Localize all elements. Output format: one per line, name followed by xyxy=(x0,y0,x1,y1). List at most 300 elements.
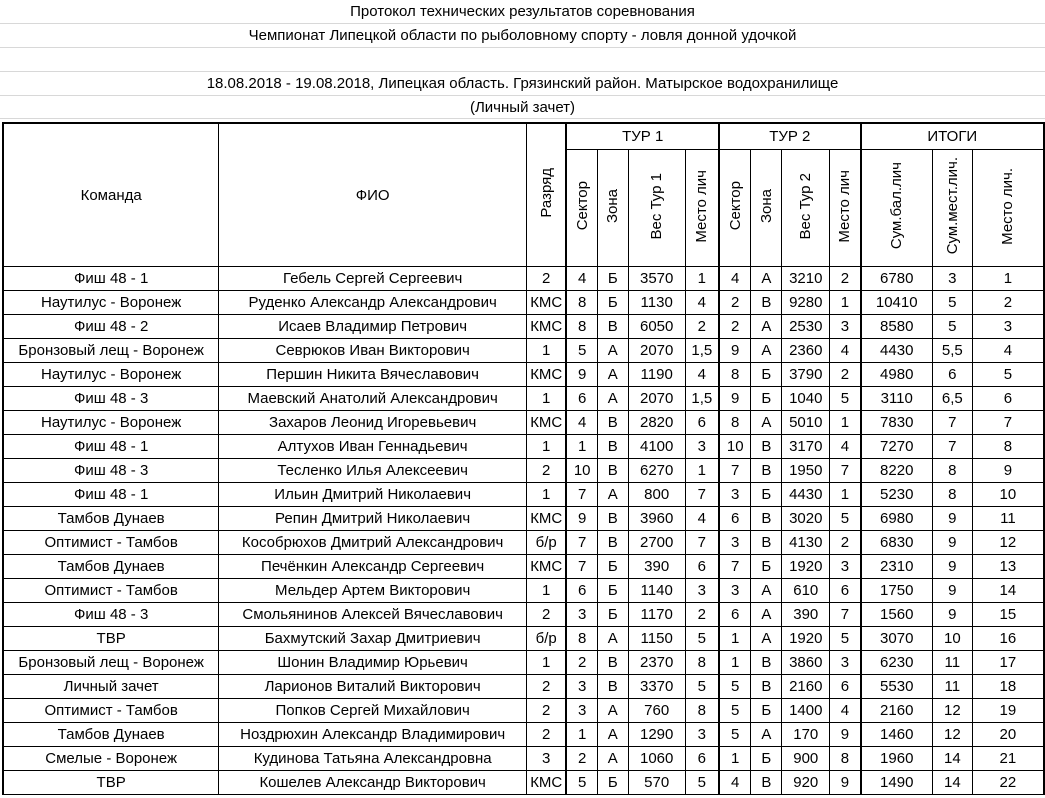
name-cell: Исаев Владимир Петрович xyxy=(219,315,527,339)
t2-zone-cell: А xyxy=(751,723,782,747)
t2-zone-cell: В xyxy=(751,291,782,315)
sum-places-cell: 14 xyxy=(932,771,972,795)
rank-cell: КМС xyxy=(527,507,567,531)
rank-cell: 2 xyxy=(527,699,567,723)
t1-zone-cell: А xyxy=(597,627,628,651)
team-cell: Наутилус - Воронеж xyxy=(3,291,219,315)
sum-places-cell: 10 xyxy=(932,627,972,651)
name-cell: Кособрюхов Дмитрий Александрович xyxy=(219,531,527,555)
header-name: ФИО xyxy=(219,123,527,267)
rank-cell: 3 xyxy=(527,747,567,771)
name-cell: Смольянинов Алексей Вячеславович xyxy=(219,603,527,627)
t1-weight-cell: 4100 xyxy=(628,435,685,459)
t1-weight-cell: 2070 xyxy=(628,339,685,363)
t1-place-cell: 7 xyxy=(685,531,719,555)
t2-weight-cell: 3860 xyxy=(782,651,830,675)
t1-place-cell: 3 xyxy=(685,579,719,603)
t1-weight-cell: 1290 xyxy=(628,723,685,747)
t2-place-cell: 2 xyxy=(830,531,861,555)
sum-places-cell: 6,5 xyxy=(932,387,972,411)
t2-sector-cell: 4 xyxy=(719,267,751,291)
t1-sector-cell: 8 xyxy=(566,627,597,651)
t1-place-cell: 3 xyxy=(685,435,719,459)
t2-sector-cell: 1 xyxy=(719,747,751,771)
name-cell: Руденко Александр Александрович xyxy=(219,291,527,315)
t2-weight-cell: 3170 xyxy=(782,435,830,459)
t1-zone-cell: Б xyxy=(597,603,628,627)
rank-cell: КМС xyxy=(527,555,567,579)
final-place-cell: 19 xyxy=(972,699,1044,723)
sum-points-cell: 2310 xyxy=(861,555,933,579)
sum-places-cell: 11 xyxy=(932,651,972,675)
sum-points-cell: 3070 xyxy=(861,627,933,651)
t2-zone-cell: Б xyxy=(751,555,782,579)
t1-place-cell: 4 xyxy=(685,507,719,531)
t2-sector-cell: 8 xyxy=(719,411,751,435)
t2-zone-cell: А xyxy=(751,627,782,651)
rank-cell: б/р xyxy=(527,531,567,555)
t2-place-cell: 8 xyxy=(830,747,861,771)
rank-cell: 1 xyxy=(527,483,567,507)
t2-zone-cell: В xyxy=(751,435,782,459)
header-t1-zone: Зона xyxy=(597,150,628,267)
sum-places-cell: 5 xyxy=(932,315,972,339)
t2-place-cell: 5 xyxy=(830,627,861,651)
t2-weight-cell: 1920 xyxy=(782,555,830,579)
t1-weight-cell: 6050 xyxy=(628,315,685,339)
t1-zone-cell: А xyxy=(597,747,628,771)
t2-sector-cell: 2 xyxy=(719,291,751,315)
t2-zone-cell: В xyxy=(751,531,782,555)
t1-place-cell: 1,5 xyxy=(685,387,719,411)
t1-weight-cell: 1170 xyxy=(628,603,685,627)
t1-place-cell: 1 xyxy=(685,267,719,291)
sum-places-cell: 5 xyxy=(932,291,972,315)
table-row xyxy=(3,291,1044,315)
t1-place-cell: 5 xyxy=(685,675,719,699)
header-sum-points: Сум.бал.лич xyxy=(861,150,933,267)
t2-zone-cell: В xyxy=(751,459,782,483)
event-date-location: 18.08.2018 - 19.08.2018, Липецкая область. Грязинский район. Матырское водохранилище xyxy=(0,72,1045,96)
rank-cell: 1 xyxy=(527,387,567,411)
t2-place-cell: 7 xyxy=(830,603,861,627)
table-row xyxy=(3,675,1044,699)
t1-zone-cell: Б xyxy=(597,267,628,291)
sum-points-cell: 4980 xyxy=(861,363,933,387)
table-row xyxy=(3,555,1044,579)
header-final-place: Место лич. xyxy=(972,150,1044,267)
t2-place-cell: 2 xyxy=(830,267,861,291)
team-cell: Фиш 48 - 1 xyxy=(3,483,219,507)
t1-zone-cell: В xyxy=(597,411,628,435)
header-tour2: ТУР 2 xyxy=(719,123,861,150)
t2-sector-cell: 8 xyxy=(719,363,751,387)
t2-sector-cell: 5 xyxy=(719,675,751,699)
t1-weight-cell: 2370 xyxy=(628,651,685,675)
team-cell: Тамбов Дунаев xyxy=(3,507,219,531)
t1-zone-cell: В xyxy=(597,435,628,459)
t1-sector-cell: 10 xyxy=(566,459,597,483)
t2-zone-cell: А xyxy=(751,411,782,435)
rank-cell: 1 xyxy=(527,435,567,459)
blank-row xyxy=(0,48,1045,72)
t2-place-cell: 1 xyxy=(830,411,861,435)
t1-place-cell: 8 xyxy=(685,651,719,675)
t1-zone-cell: А xyxy=(597,483,628,507)
t1-sector-cell: 7 xyxy=(566,483,597,507)
sum-points-cell: 7270 xyxy=(861,435,933,459)
sum-points-cell: 3110 xyxy=(861,387,933,411)
t1-zone-cell: Б xyxy=(597,291,628,315)
team-cell: ТВР xyxy=(3,627,219,651)
final-place-cell: 13 xyxy=(972,555,1044,579)
t2-zone-cell: А xyxy=(751,267,782,291)
t1-zone-cell: В xyxy=(597,531,628,555)
t1-weight-cell: 570 xyxy=(628,771,685,795)
t2-place-cell: 1 xyxy=(830,291,861,315)
t1-zone-cell: А xyxy=(597,723,628,747)
t2-sector-cell: 3 xyxy=(719,483,751,507)
sum-points-cell: 1960 xyxy=(861,747,933,771)
t2-weight-cell: 2160 xyxy=(782,675,830,699)
t1-weight-cell: 2070 xyxy=(628,387,685,411)
t1-place-cell: 6 xyxy=(685,555,719,579)
table-row xyxy=(3,603,1044,627)
team-cell: Фиш 48 - 1 xyxy=(3,435,219,459)
rank-cell: КМС xyxy=(527,771,567,795)
t1-sector-cell: 1 xyxy=(566,723,597,747)
sum-points-cell: 8580 xyxy=(861,315,933,339)
final-place-cell: 21 xyxy=(972,747,1044,771)
t1-place-cell: 2 xyxy=(685,603,719,627)
team-cell: Оптимист - Тамбов xyxy=(3,699,219,723)
t2-place-cell: 3 xyxy=(830,555,861,579)
team-cell: Фиш 48 - 2 xyxy=(3,315,219,339)
final-place-cell: 20 xyxy=(972,723,1044,747)
final-place-cell: 11 xyxy=(972,507,1044,531)
team-cell: Фиш 48 - 3 xyxy=(3,459,219,483)
t2-place-cell: 1 xyxy=(830,483,861,507)
name-cell: Бахмутский Захар Дмитриевич xyxy=(219,627,527,651)
final-place-cell: 1 xyxy=(972,267,1044,291)
final-place-cell: 16 xyxy=(972,627,1044,651)
t2-zone-cell: А xyxy=(751,315,782,339)
t1-sector-cell: 7 xyxy=(566,555,597,579)
t1-sector-cell: 8 xyxy=(566,315,597,339)
t1-place-cell: 4 xyxy=(685,291,719,315)
t1-place-cell: 5 xyxy=(685,627,719,651)
name-cell: Репин Дмитрий Николаевич xyxy=(219,507,527,531)
t1-weight-cell: 760 xyxy=(628,699,685,723)
t2-zone-cell: В xyxy=(751,651,782,675)
t1-weight-cell: 1060 xyxy=(628,747,685,771)
header-t2-weight: Вес Тур 2 xyxy=(782,150,830,267)
sum-places-cell: 5,5 xyxy=(932,339,972,363)
team-cell: Оптимист - Тамбов xyxy=(3,531,219,555)
t1-zone-cell: В xyxy=(597,315,628,339)
t1-zone-cell: Б xyxy=(597,555,628,579)
t2-zone-cell: В xyxy=(751,771,782,795)
t1-weight-cell: 3570 xyxy=(628,267,685,291)
name-cell: Захаров Леонид Игоревьевич xyxy=(219,411,527,435)
final-place-cell: 8 xyxy=(972,435,1044,459)
t1-sector-cell: 4 xyxy=(566,267,597,291)
t1-weight-cell: 390 xyxy=(628,555,685,579)
t1-sector-cell: 5 xyxy=(566,339,597,363)
t1-zone-cell: В xyxy=(597,651,628,675)
team-cell: Фиш 48 - 3 xyxy=(3,387,219,411)
sum-places-cell: 7 xyxy=(932,411,972,435)
t2-weight-cell: 1920 xyxy=(782,627,830,651)
table-row xyxy=(3,315,1044,339)
t1-zone-cell: Б xyxy=(597,771,628,795)
t2-weight-cell: 3790 xyxy=(782,363,830,387)
t2-place-cell: 4 xyxy=(830,339,861,363)
header-t1-sector: Сектор xyxy=(566,150,597,267)
sum-places-cell: 9 xyxy=(932,579,972,603)
t1-place-cell: 6 xyxy=(685,747,719,771)
final-place-cell: 7 xyxy=(972,411,1044,435)
table-row xyxy=(3,267,1044,291)
rank-cell: 2 xyxy=(527,267,567,291)
rank-cell: 1 xyxy=(527,339,567,363)
t1-zone-cell: В xyxy=(597,507,628,531)
sum-points-cell: 6780 xyxy=(861,267,933,291)
final-place-cell: 5 xyxy=(972,363,1044,387)
t1-sector-cell: 9 xyxy=(566,507,597,531)
sum-points-cell: 5530 xyxy=(861,675,933,699)
name-cell: Алтухов Иван Геннадьевич xyxy=(219,435,527,459)
team-cell: Тамбов Дунаев xyxy=(3,555,219,579)
results-table xyxy=(2,122,1045,795)
t2-weight-cell: 5010 xyxy=(782,411,830,435)
table-row xyxy=(3,411,1044,435)
t1-sector-cell: 7 xyxy=(566,531,597,555)
header-team: Команда xyxy=(3,123,219,267)
t1-sector-cell: 3 xyxy=(566,603,597,627)
t1-weight-cell: 1130 xyxy=(628,291,685,315)
header-rank: Разряд xyxy=(527,123,567,267)
t1-weight-cell: 1150 xyxy=(628,627,685,651)
name-cell: Ильин Дмитрий Николаевич xyxy=(219,483,527,507)
t2-sector-cell: 4 xyxy=(719,771,751,795)
rank-cell: б/р xyxy=(527,627,567,651)
sum-places-cell: 14 xyxy=(932,747,972,771)
t2-zone-cell: В xyxy=(751,507,782,531)
name-cell: Першин Никита Вячеславович xyxy=(219,363,527,387)
name-cell: Мельдер Артем Викторович xyxy=(219,579,527,603)
rank-cell: КМС xyxy=(527,315,567,339)
results-body xyxy=(3,267,1044,795)
t1-weight-cell: 3370 xyxy=(628,675,685,699)
rank-cell: 1 xyxy=(527,579,567,603)
t1-weight-cell: 2700 xyxy=(628,531,685,555)
name-cell: Севрюков Иван Викторович xyxy=(219,339,527,363)
sum-points-cell: 7830 xyxy=(861,411,933,435)
rank-cell: КМС xyxy=(527,291,567,315)
t2-zone-cell: Б xyxy=(751,747,782,771)
t2-place-cell: 6 xyxy=(830,579,861,603)
name-cell: Тесленко Илья Алексеевич xyxy=(219,459,527,483)
t1-sector-cell: 8 xyxy=(566,291,597,315)
t1-zone-cell: А xyxy=(597,339,628,363)
name-cell: Гебель Сергей Сергеевич xyxy=(219,267,527,291)
t1-sector-cell: 3 xyxy=(566,675,597,699)
final-place-cell: 6 xyxy=(972,387,1044,411)
final-place-cell: 2 xyxy=(972,291,1044,315)
t2-weight-cell: 920 xyxy=(782,771,830,795)
team-cell: Личный зачет xyxy=(3,675,219,699)
t2-weight-cell: 9280 xyxy=(782,291,830,315)
rank-cell: 2 xyxy=(527,723,567,747)
team-cell: Фиш 48 - 1 xyxy=(3,267,219,291)
sum-places-cell: 3 xyxy=(932,267,972,291)
t2-zone-cell: А xyxy=(751,339,782,363)
t2-sector-cell: 1 xyxy=(719,627,751,651)
t2-sector-cell: 10 xyxy=(719,435,751,459)
t2-weight-cell: 1400 xyxy=(782,699,830,723)
header-totals: ИТОГИ xyxy=(861,123,1044,150)
team-cell: Тамбов Дунаев xyxy=(3,723,219,747)
t1-place-cell: 4 xyxy=(685,363,719,387)
final-place-cell: 9 xyxy=(972,459,1044,483)
t2-weight-cell: 2360 xyxy=(782,339,830,363)
standings-type: (Личный зачет) xyxy=(0,96,1045,119)
final-place-cell: 14 xyxy=(972,579,1044,603)
rank-cell: КМС xyxy=(527,363,567,387)
header-tour1: ТУР 1 xyxy=(566,123,719,150)
t1-place-cell: 1,5 xyxy=(685,339,719,363)
table-row xyxy=(3,579,1044,603)
t2-weight-cell: 4130 xyxy=(782,531,830,555)
sum-places-cell: 8 xyxy=(932,459,972,483)
table-row xyxy=(3,387,1044,411)
t1-zone-cell: Б xyxy=(597,579,628,603)
team-cell: Наутилус - Воронеж xyxy=(3,363,219,387)
t2-sector-cell: 6 xyxy=(719,507,751,531)
t2-zone-cell: В xyxy=(751,675,782,699)
name-cell: Маевский Анатолий Александрович xyxy=(219,387,527,411)
sum-places-cell: 7 xyxy=(932,435,972,459)
t1-zone-cell: А xyxy=(597,363,628,387)
t1-sector-cell: 6 xyxy=(566,579,597,603)
sum-places-cell: 8 xyxy=(932,483,972,507)
t1-sector-cell: 4 xyxy=(566,411,597,435)
final-place-cell: 12 xyxy=(972,531,1044,555)
protocol-title: Протокол технических результатов соревнования xyxy=(0,0,1045,24)
header-t2-place: Место лич xyxy=(830,150,861,267)
t2-weight-cell: 3210 xyxy=(782,267,830,291)
t2-sector-cell: 7 xyxy=(719,555,751,579)
t2-weight-cell: 4430 xyxy=(782,483,830,507)
t2-place-cell: 2 xyxy=(830,363,861,387)
sum-places-cell: 11 xyxy=(932,675,972,699)
t2-place-cell: 7 xyxy=(830,459,861,483)
t2-sector-cell: 5 xyxy=(719,699,751,723)
table-row xyxy=(3,651,1044,675)
t2-sector-cell: 6 xyxy=(719,603,751,627)
t2-zone-cell: Б xyxy=(751,387,782,411)
t1-weight-cell: 1190 xyxy=(628,363,685,387)
t2-place-cell: 9 xyxy=(830,723,861,747)
rank-cell: 1 xyxy=(527,651,567,675)
t1-place-cell: 1 xyxy=(685,459,719,483)
final-place-cell: 17 xyxy=(972,651,1044,675)
t2-sector-cell: 3 xyxy=(719,531,751,555)
t1-weight-cell: 6270 xyxy=(628,459,685,483)
name-cell: Печёнкин Александр Сергеевич xyxy=(219,555,527,579)
sum-points-cell: 1460 xyxy=(861,723,933,747)
sum-points-cell: 5230 xyxy=(861,483,933,507)
header-t2-sector: Сектор xyxy=(719,150,751,267)
header-t1-place: Место лич xyxy=(685,150,719,267)
t1-zone-cell: В xyxy=(597,675,628,699)
final-place-cell: 10 xyxy=(972,483,1044,507)
sum-points-cell: 10410 xyxy=(861,291,933,315)
header-t1-weight: Вес Тур 1 xyxy=(628,150,685,267)
sum-places-cell: 12 xyxy=(932,699,972,723)
t2-weight-cell: 610 xyxy=(782,579,830,603)
sum-points-cell: 6230 xyxy=(861,651,933,675)
name-cell: Ноздрюхин Александр Владимирович xyxy=(219,723,527,747)
t2-sector-cell: 3 xyxy=(719,579,751,603)
sum-places-cell: 6 xyxy=(932,363,972,387)
t2-zone-cell: А xyxy=(751,579,782,603)
t2-weight-cell: 1950 xyxy=(782,459,830,483)
sum-points-cell: 6980 xyxy=(861,507,933,531)
t1-sector-cell: 2 xyxy=(566,747,597,771)
t1-zone-cell: А xyxy=(597,699,628,723)
t2-zone-cell: Б xyxy=(751,363,782,387)
table-row xyxy=(3,459,1044,483)
sum-points-cell: 8220 xyxy=(861,459,933,483)
team-cell: Бронзовый лещ - Воронеж xyxy=(3,339,219,363)
t1-zone-cell: В xyxy=(597,459,628,483)
sum-points-cell: 4430 xyxy=(861,339,933,363)
t2-sector-cell: 9 xyxy=(719,339,751,363)
t2-zone-cell: Б xyxy=(751,699,782,723)
t1-weight-cell: 1140 xyxy=(628,579,685,603)
t1-place-cell: 8 xyxy=(685,699,719,723)
championship-title: Чемпионат Липецкой области по рыболовному спорту - ловля донной удочкой xyxy=(0,24,1045,48)
name-cell: Шонин Владимир Юрьевич xyxy=(219,651,527,675)
t1-weight-cell: 3960 xyxy=(628,507,685,531)
team-cell: Оптимист - Тамбов xyxy=(3,579,219,603)
sum-points-cell: 2160 xyxy=(861,699,933,723)
t2-sector-cell: 2 xyxy=(719,315,751,339)
table-row xyxy=(3,627,1044,651)
final-place-cell: 4 xyxy=(972,339,1044,363)
t1-place-cell: 5 xyxy=(685,771,719,795)
team-cell: Смелые - Воронеж xyxy=(3,747,219,771)
sum-places-cell: 9 xyxy=(932,507,972,531)
t1-sector-cell: 9 xyxy=(566,363,597,387)
t1-sector-cell: 5 xyxy=(566,771,597,795)
t2-weight-cell: 1040 xyxy=(782,387,830,411)
t1-place-cell: 6 xyxy=(685,411,719,435)
header-t2-zone: Зона xyxy=(751,150,782,267)
t1-place-cell: 3 xyxy=(685,723,719,747)
table-row xyxy=(3,363,1044,387)
t1-weight-cell: 2820 xyxy=(628,411,685,435)
rank-cell: 2 xyxy=(527,603,567,627)
name-cell: Ларионов Виталий Викторович xyxy=(219,675,527,699)
table-row xyxy=(3,723,1044,747)
table-row xyxy=(3,699,1044,723)
rank-cell: КМС xyxy=(527,411,567,435)
t2-zone-cell: Б xyxy=(751,483,782,507)
t1-weight-cell: 800 xyxy=(628,483,685,507)
